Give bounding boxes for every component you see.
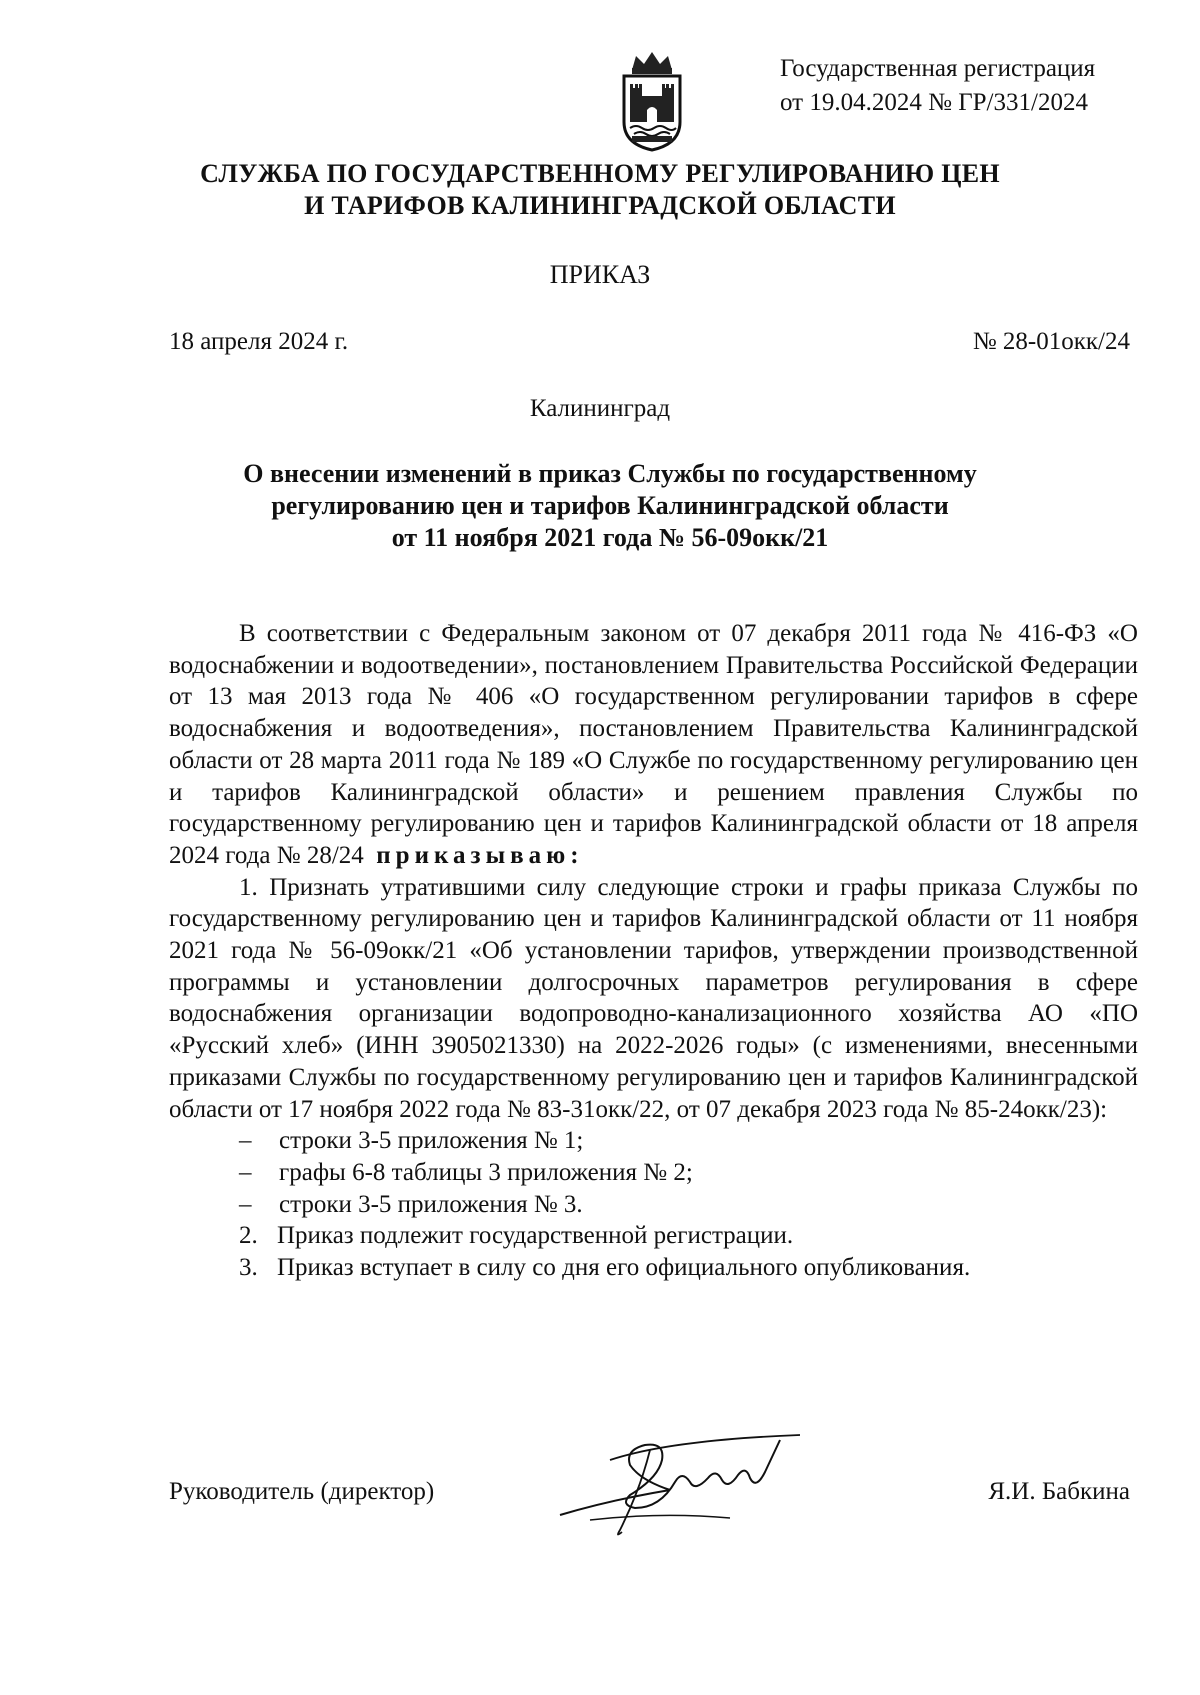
preamble-text: В соответствии с Федеральным законом от 07 декабря 2011 года № 416-ФЗ «О водоснабжении и водоотведении», постановлением Правительства Российской Федерации от 13 мая 2013 года № 406 «О государственном регулировании тарифов в сфере водоснабжения и водоотведения», постановлением Правительства Калининградской области от 28 марта 2011 года № 189 «О Службе по государственному регулированию цен и тарифов Калининградской области» и решением правления Службы по государственному регулированию цен и тарифов Калининградской области от 18 апреля 2024 года № 28/24 [169,620,1138,869]
item-1-text: Признать утратившими силу следующие строки и графы приказа Службы по государственному регулированию цен и тарифов Калининградской области от 11 ноября 2021 года № 56-09окк/21 «Об установлении тарифов, утверждении производственной программы и установлении долгосрочных параметров регулирования в сфере водоснабжения организации водопроводно-канализационного хозяйства АО «ПО «Русский хлеб» (ИНН 3905021330) на 2022-2026 годы» (с изменениями, внесенными приказами Службы по государственному регулированию цен и тарифов Калининградской области от 17 ноября 2022 года № 83-31окк/22, от 07 декабря 2023 года № 85-24окк/23): [169,873,1139,1123]
document-kind: ПРИКАЗ [549,260,651,289]
subitem-3-dash: – [239,1190,252,1218]
kaliningrad-coat-of-arms-icon [614,48,690,152]
handwritten-signature [550,1420,850,1550]
subitem-3 [169,1189,1138,1221]
item-2 [169,1220,1138,1252]
decree-word: приказываю: [376,841,584,869]
subitem-1-dash: – [239,1127,252,1155]
subitem-2-dash: – [239,1158,252,1186]
item-2-number: 2. [239,1222,258,1250]
signer-name: Я.И. Бабкина [988,1478,1130,1505]
subject-line-3: от 11 ноября 2021 года № 56-09окк/21 [391,523,829,552]
item-3-number: 3. [239,1254,258,1282]
subitem-2 [169,1157,1138,1189]
registration-stamp [780,52,1160,120]
subitem-3-text: строки 3-5 приложения № 3. [279,1190,583,1218]
organization-title-line-1: СЛУЖБА ПО ГОСУДАРСТВЕННОМУ РЕГУЛИРОВАНИЮ ЦЕН [200,159,1000,188]
document-subject [200,458,1020,554]
registration-line-1: Государственная регистрация [780,55,1096,82]
signer-position: Руководитель (директор) [169,1478,435,1505]
subject-line-2: регулированию цен и тарифов Калининградской области [271,491,949,520]
subitem-2-text: графы 6-8 таблицы 3 приложения № 2; [279,1158,693,1186]
organization-title [140,158,1060,222]
document-number: № 28-01окк/24 [972,328,1130,355]
subitem-1-text: строки 3-5 приложения № 1; [279,1127,584,1155]
subitem-1 [169,1125,1138,1157]
document-city: Калининград [529,395,671,422]
item-1-number: 1. [239,873,258,901]
organization-title-line-2: И ТАРИФОВ КАЛИНИНГРАДСКОЙ ОБЛАСТИ [304,191,896,220]
document-body [169,618,1138,1284]
preamble-paragraph [169,618,1138,872]
item-3-text: Приказ вступает в силу со дня его официального опубликования. [277,1254,971,1282]
registration-line-2: от 19.04.2024 № ГР/331/2024 [780,89,1088,116]
item-1 [169,872,1138,1126]
document-date: 18 апреля 2024 г. [169,328,349,355]
item-2-text: Приказ подлежит государственной регистрации. [277,1222,794,1250]
item-3 [169,1252,1138,1284]
subject-line-1: О внесении изменений в приказ Службы по государственному [243,459,977,488]
